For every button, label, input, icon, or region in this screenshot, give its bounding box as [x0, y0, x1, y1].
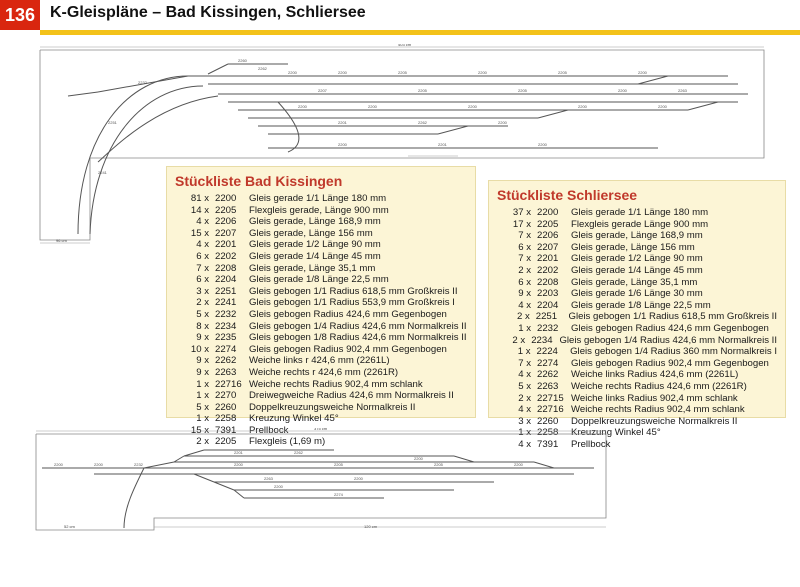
parts-quantity: 9 x — [518, 288, 531, 300]
parts-number: 2202 — [215, 250, 237, 262]
parts-number: 2270 — [215, 390, 237, 402]
parts-quantity: 2 x — [512, 334, 526, 346]
parts-number: 2202 — [537, 264, 559, 276]
parts-description: Gleis gebogen 1/4 Radius 424,6 mm Normalkreis II — [559, 334, 777, 346]
parts-list-row — [175, 309, 467, 321]
parts-number: 2205 — [537, 218, 559, 230]
plan-bottom-left-label: 52 cm — [64, 524, 75, 529]
parts-list-row — [175, 205, 467, 217]
parts-description: Kreuzung Winkel 45° — [571, 427, 661, 439]
parts-number: 22716 — [537, 404, 564, 416]
parts-quantity: 17 x — [512, 218, 531, 230]
header-rule — [40, 30, 800, 35]
parts-list-row — [497, 416, 777, 428]
parts-number: 2262 — [215, 355, 237, 367]
parts-quantity: 9 x — [196, 332, 209, 344]
parts-quantity: 37 x — [512, 207, 531, 218]
parts-list-row — [175, 413, 467, 425]
parts-list-row — [175, 286, 467, 298]
parts-description: Gleis gerade 1/2 Länge 90 mm — [571, 253, 703, 265]
parts-description: Flexgleis gerade Länge 900 mm — [571, 218, 709, 230]
parts-quantity: 4 x — [518, 438, 531, 450]
parts-list-row — [497, 288, 777, 300]
svg-text:2200: 2200 — [234, 462, 243, 467]
parts-description: Gleis gerade 1/4 Länge 45 mm — [571, 264, 703, 276]
svg-text:2200: 2200 — [618, 88, 627, 93]
parts-description: Gleis gebogen 1/8 Radius 424,6 mm Normalkreis II — [249, 332, 467, 344]
parts-description: Gleis gerade 1/6 Länge 30 mm — [571, 288, 703, 300]
parts-description: Gleis gebogen 1/4 Radius 424,6 mm Normalkreis II — [249, 320, 467, 332]
svg-text:2200: 2200 — [54, 462, 63, 467]
parts-list-row — [497, 381, 777, 393]
parts-number: 2241 — [215, 297, 237, 309]
svg-text:2201: 2201 — [438, 142, 447, 147]
parts-description: Gleis gerade, Länge 168,9 mm — [571, 230, 703, 242]
svg-text:2201: 2201 — [338, 120, 347, 125]
parts-list-row — [497, 404, 777, 416]
parts-description: Gleis gerade 1/8 Länge 22,5 mm — [571, 299, 711, 311]
parts-number: 2260 — [537, 415, 559, 427]
parts-number: 2274 — [537, 357, 559, 369]
svg-text:2205: 2205 — [518, 88, 527, 93]
parts-description: Gleis gerade, Länge 35,1 mm — [571, 276, 698, 288]
parts-description: Gleis gerade, Länge 168,9 mm — [249, 216, 381, 228]
parts-description: Gleis gerade 1/1 Länge 180 mm — [249, 193, 387, 204]
parts-quantity: 4 x — [196, 216, 209, 228]
parts-list-row — [175, 274, 467, 286]
parts-description: Gleis gebogen 1/1 Radius 618,5 mm Großkreis II — [249, 285, 458, 297]
parts-quantity: 3 x — [196, 285, 209, 297]
parts-description: Flexgleis gerade, Länge 900 mm — [249, 204, 389, 216]
parts-quantity: 6 x — [518, 241, 531, 253]
parts-quantity: 5 x — [518, 380, 531, 392]
plan-top-height-label: 96 cm — [56, 238, 67, 243]
parts-list-row — [175, 216, 467, 228]
parts-number: 2258 — [537, 427, 559, 439]
parts-number: 7391 — [215, 424, 237, 436]
parts-quantity: 2 x — [516, 311, 530, 323]
parts-number: 2235 — [215, 332, 237, 344]
parts-list-rows — [175, 193, 467, 448]
parts-description: Gleis gerade 1/2 Länge 90 mm — [249, 239, 381, 251]
svg-text:2200: 2200 — [298, 104, 307, 109]
svg-text:2207: 2207 — [318, 88, 327, 93]
parts-quantity: 1 x — [518, 322, 531, 334]
svg-text:2200: 2200 — [578, 104, 587, 109]
svg-text:2200: 2200 — [274, 484, 283, 489]
plan-bottom-right-label: 120 cm — [364, 524, 378, 529]
parts-quantity: 1 x — [196, 390, 209, 402]
svg-text:2262: 2262 — [258, 66, 267, 71]
svg-text:2232: 2232 — [134, 462, 143, 467]
parts-description: Weiche rechts Radius 424,6 mm (2261R) — [571, 380, 747, 392]
parts-number: 2263 — [215, 366, 237, 378]
parts-number: 2224 — [536, 346, 558, 358]
parts-list-row — [497, 277, 777, 289]
track-plan-schliersee — [34, 428, 614, 538]
parts-quantity: 6 x — [518, 276, 531, 288]
parts-number: 2251 — [215, 285, 237, 297]
parts-list-row — [175, 355, 467, 367]
svg-text:2205: 2205 — [398, 70, 407, 75]
parts-number: 2207 — [215, 227, 237, 239]
parts-quantity: 4 x — [518, 404, 531, 416]
svg-text:2274: 2274 — [334, 492, 343, 497]
parts-quantity: 2 x — [518, 264, 531, 276]
svg-text:2263: 2263 — [264, 476, 273, 481]
parts-list-schliersee — [488, 180, 786, 450]
parts-quantity: 3 x — [518, 415, 531, 427]
parts-quantity: 1 x — [517, 346, 531, 358]
parts-list-title: Stückliste Schliersee — [497, 187, 638, 203]
parts-description: Gleis gebogen 1/1 Radius 618,5 mm Großkreis II — [568, 311, 777, 323]
parts-list-row — [497, 335, 777, 347]
parts-number: 2258 — [215, 413, 237, 425]
parts-list-row — [497, 230, 777, 242]
parts-quantity: 10 x — [190, 343, 209, 355]
parts-quantity: 15 x — [190, 227, 209, 239]
parts-number: 2203 — [537, 288, 559, 300]
page-title: K-Gleispläne – Bad Kissingen, Schliersee — [50, 4, 366, 21]
parts-list-row — [497, 311, 777, 323]
parts-description: Gleis gerade 1/4 Länge 45 mm — [249, 250, 381, 262]
svg-text:2200: 2200 — [288, 70, 297, 75]
parts-list-row — [497, 253, 777, 265]
parts-list-row — [497, 242, 777, 254]
page-number: 136 — [0, 0, 40, 30]
parts-quantity: 81 x — [190, 193, 209, 204]
svg-text:2200: 2200 — [538, 142, 547, 147]
parts-quantity: 5 x — [196, 308, 209, 320]
svg-text:2205: 2205 — [558, 70, 567, 75]
parts-number: 2234 — [215, 320, 237, 332]
parts-description: Gleis gerade, Länge 156 mm — [571, 241, 695, 253]
parts-number: 2201 — [215, 239, 237, 251]
parts-description: Weiche links Radius 424,6 mm (2261L) — [571, 369, 739, 381]
svg-text:2262: 2262 — [294, 450, 303, 455]
parts-description: Kreuzung Winkel 45° — [249, 413, 339, 425]
parts-number: 2200 — [537, 207, 559, 218]
svg-text:2200: 2200 — [658, 104, 667, 109]
parts-number: 2200 — [215, 193, 237, 204]
parts-quantity: 5 x — [196, 401, 209, 413]
parts-number: 2274 — [215, 343, 237, 355]
parts-number: 2234 — [531, 334, 553, 346]
parts-quantity: 7 x — [196, 262, 209, 274]
parts-description: Gleis gerade 1/1 Länge 180 mm — [571, 207, 709, 218]
svg-text:2200: 2200 — [414, 456, 423, 461]
parts-number: 2205 — [215, 204, 237, 216]
svg-text:2251: 2251 — [108, 120, 117, 125]
parts-quantity: 4 x — [518, 369, 531, 381]
svg-text:2232: 2232 — [138, 80, 147, 85]
parts-list-row — [175, 332, 467, 344]
parts-description: Weiche rechts Radius 902,4 mm schlank — [249, 378, 423, 390]
parts-quantity: 2 x — [196, 436, 209, 448]
svg-text:2262: 2262 — [418, 120, 427, 125]
parts-number: 7391 — [537, 438, 559, 450]
parts-description: Gleis gerade, Länge 35,1 mm — [249, 262, 376, 274]
svg-text:2200: 2200 — [368, 104, 377, 109]
parts-number: 2204 — [537, 299, 559, 311]
parts-quantity: 2 x — [518, 392, 531, 404]
parts-description: Prellbock — [571, 438, 611, 450]
parts-description: Gleis gerade 1/8 Länge 22,5 mm — [249, 274, 389, 286]
parts-number: 2207 — [537, 241, 559, 253]
parts-description: Weiche rechts Radius 902,4 mm schlank — [571, 404, 745, 416]
parts-description: Flexgleis (1,69 m) — [249, 436, 326, 448]
parts-quantity: 4 x — [518, 299, 531, 311]
track-plan-schliersee-drawing — [34, 428, 614, 538]
parts-quantity: 8 x — [196, 320, 209, 332]
parts-number: 2204 — [215, 274, 237, 286]
parts-description: Weiche rechts r 424,6 mm (2261R) — [249, 366, 399, 378]
parts-list-row — [497, 207, 777, 219]
parts-list-row — [497, 300, 777, 312]
parts-list-row — [175, 239, 467, 251]
parts-list-title: Stückliste Bad Kissingen — [175, 173, 343, 189]
parts-number: 22716 — [215, 378, 242, 390]
parts-list-row — [175, 367, 467, 379]
parts-description: Weiche links Radius 902,4 mm schlank — [571, 392, 738, 404]
parts-number: 2206 — [215, 216, 237, 228]
parts-list-row — [175, 263, 467, 275]
parts-description: Gleis gebogen 1/4 Radius 360 mm Normalkreis I — [570, 346, 777, 358]
parts-number: 2206 — [537, 230, 559, 242]
parts-quantity: 14 x — [190, 204, 209, 216]
svg-text:2200: 2200 — [514, 462, 523, 467]
svg-text:2200: 2200 — [498, 120, 507, 125]
parts-quantity: 6 x — [196, 250, 209, 262]
parts-list-row — [175, 402, 467, 414]
parts-list-row — [497, 323, 777, 335]
svg-text:2201: 2201 — [234, 450, 243, 455]
parts-description: Dreiwegweiche Radius 424,6 mm Normalkreis II — [249, 390, 454, 402]
parts-list-row — [175, 228, 467, 240]
svg-text:2200: 2200 — [638, 70, 647, 75]
parts-number: 2208 — [537, 276, 559, 288]
parts-quantity: 2 x — [196, 297, 209, 309]
parts-description: Gleis gebogen Radius 902,4 mm Gegenbogen — [249, 343, 447, 355]
parts-quantity: 15 x — [190, 424, 209, 436]
parts-quantity: 6 x — [196, 274, 209, 286]
parts-list-rows — [497, 207, 777, 450]
parts-list-row — [175, 321, 467, 333]
parts-number: 2208 — [215, 262, 237, 274]
parts-list-row — [175, 297, 467, 309]
svg-text:2200: 2200 — [338, 70, 347, 75]
parts-quantity: 1 x — [196, 413, 209, 425]
parts-number: 2205 — [215, 436, 237, 448]
parts-list-row — [497, 265, 777, 277]
parts-list-row — [497, 346, 777, 358]
parts-quantity: 7 x — [518, 357, 531, 369]
parts-quantity: 7 x — [518, 253, 531, 265]
parts-quantity: 1 x — [196, 378, 209, 390]
plan-top-width-label: 403 cm — [398, 44, 412, 47]
parts-list-row — [497, 219, 777, 231]
parts-description: Doppelkreuzungsweiche Normalkreis II — [249, 401, 416, 413]
parts-number: 2262 — [537, 369, 559, 381]
parts-number: 22715 — [537, 392, 564, 404]
parts-list-row — [175, 390, 467, 402]
parts-list-row — [175, 379, 467, 391]
svg-text:2205: 2205 — [434, 462, 443, 467]
svg-text:2200: 2200 — [94, 462, 103, 467]
parts-description: Gleis gebogen Radius 424,6 mm Gegenbogen — [249, 308, 447, 320]
parts-description: Doppelkreuzungsweiche Normalkreis II — [571, 415, 738, 427]
svg-text:2260: 2260 — [238, 58, 247, 63]
parts-number: 2263 — [537, 380, 559, 392]
parts-description: Weiche links r 424,6 mm (2261L) — [249, 355, 390, 367]
svg-text:2263: 2263 — [678, 88, 687, 93]
parts-number: 2251 — [535, 311, 558, 323]
parts-list-row — [175, 193, 467, 205]
parts-quantity: 4 x — [196, 239, 209, 251]
parts-number: 2201 — [537, 253, 559, 265]
parts-description: Prellbock — [249, 424, 289, 436]
parts-list-row — [497, 369, 777, 381]
svg-text:2200: 2200 — [468, 104, 477, 109]
parts-description: Gleis gerade, Länge 156 mm — [249, 227, 373, 239]
svg-text:2205: 2205 — [418, 88, 427, 93]
parts-quantity: 9 x — [196, 366, 209, 378]
svg-text:2200: 2200 — [478, 70, 487, 75]
parts-quantity: 1 x — [518, 427, 531, 439]
svg-text:2200: 2200 — [338, 142, 347, 147]
plan-bottom-width-label: 375 cm — [314, 428, 328, 431]
svg-text:2205: 2205 — [334, 462, 343, 467]
parts-description: Gleis gebogen Radius 424,6 mm Gegenbogen — [571, 322, 769, 334]
svg-text:2241: 2241 — [98, 170, 107, 175]
parts-list-row — [497, 358, 777, 370]
parts-number: 2232 — [537, 322, 559, 334]
parts-quantity: 9 x — [196, 355, 209, 367]
parts-number: 2260 — [215, 401, 237, 413]
parts-list-row — [497, 393, 777, 405]
parts-list-row — [175, 251, 467, 263]
parts-number: 2232 — [215, 308, 237, 320]
svg-text:2200: 2200 — [354, 476, 363, 481]
parts-description: Gleis gebogen Radius 902,4 mm Gegenbogen — [571, 357, 769, 369]
parts-quantity: 7 x — [518, 230, 531, 242]
parts-description: Gleis gebogen 1/1 Radius 553,9 mm Großkreis I — [249, 297, 455, 309]
parts-list-row — [175, 344, 467, 356]
